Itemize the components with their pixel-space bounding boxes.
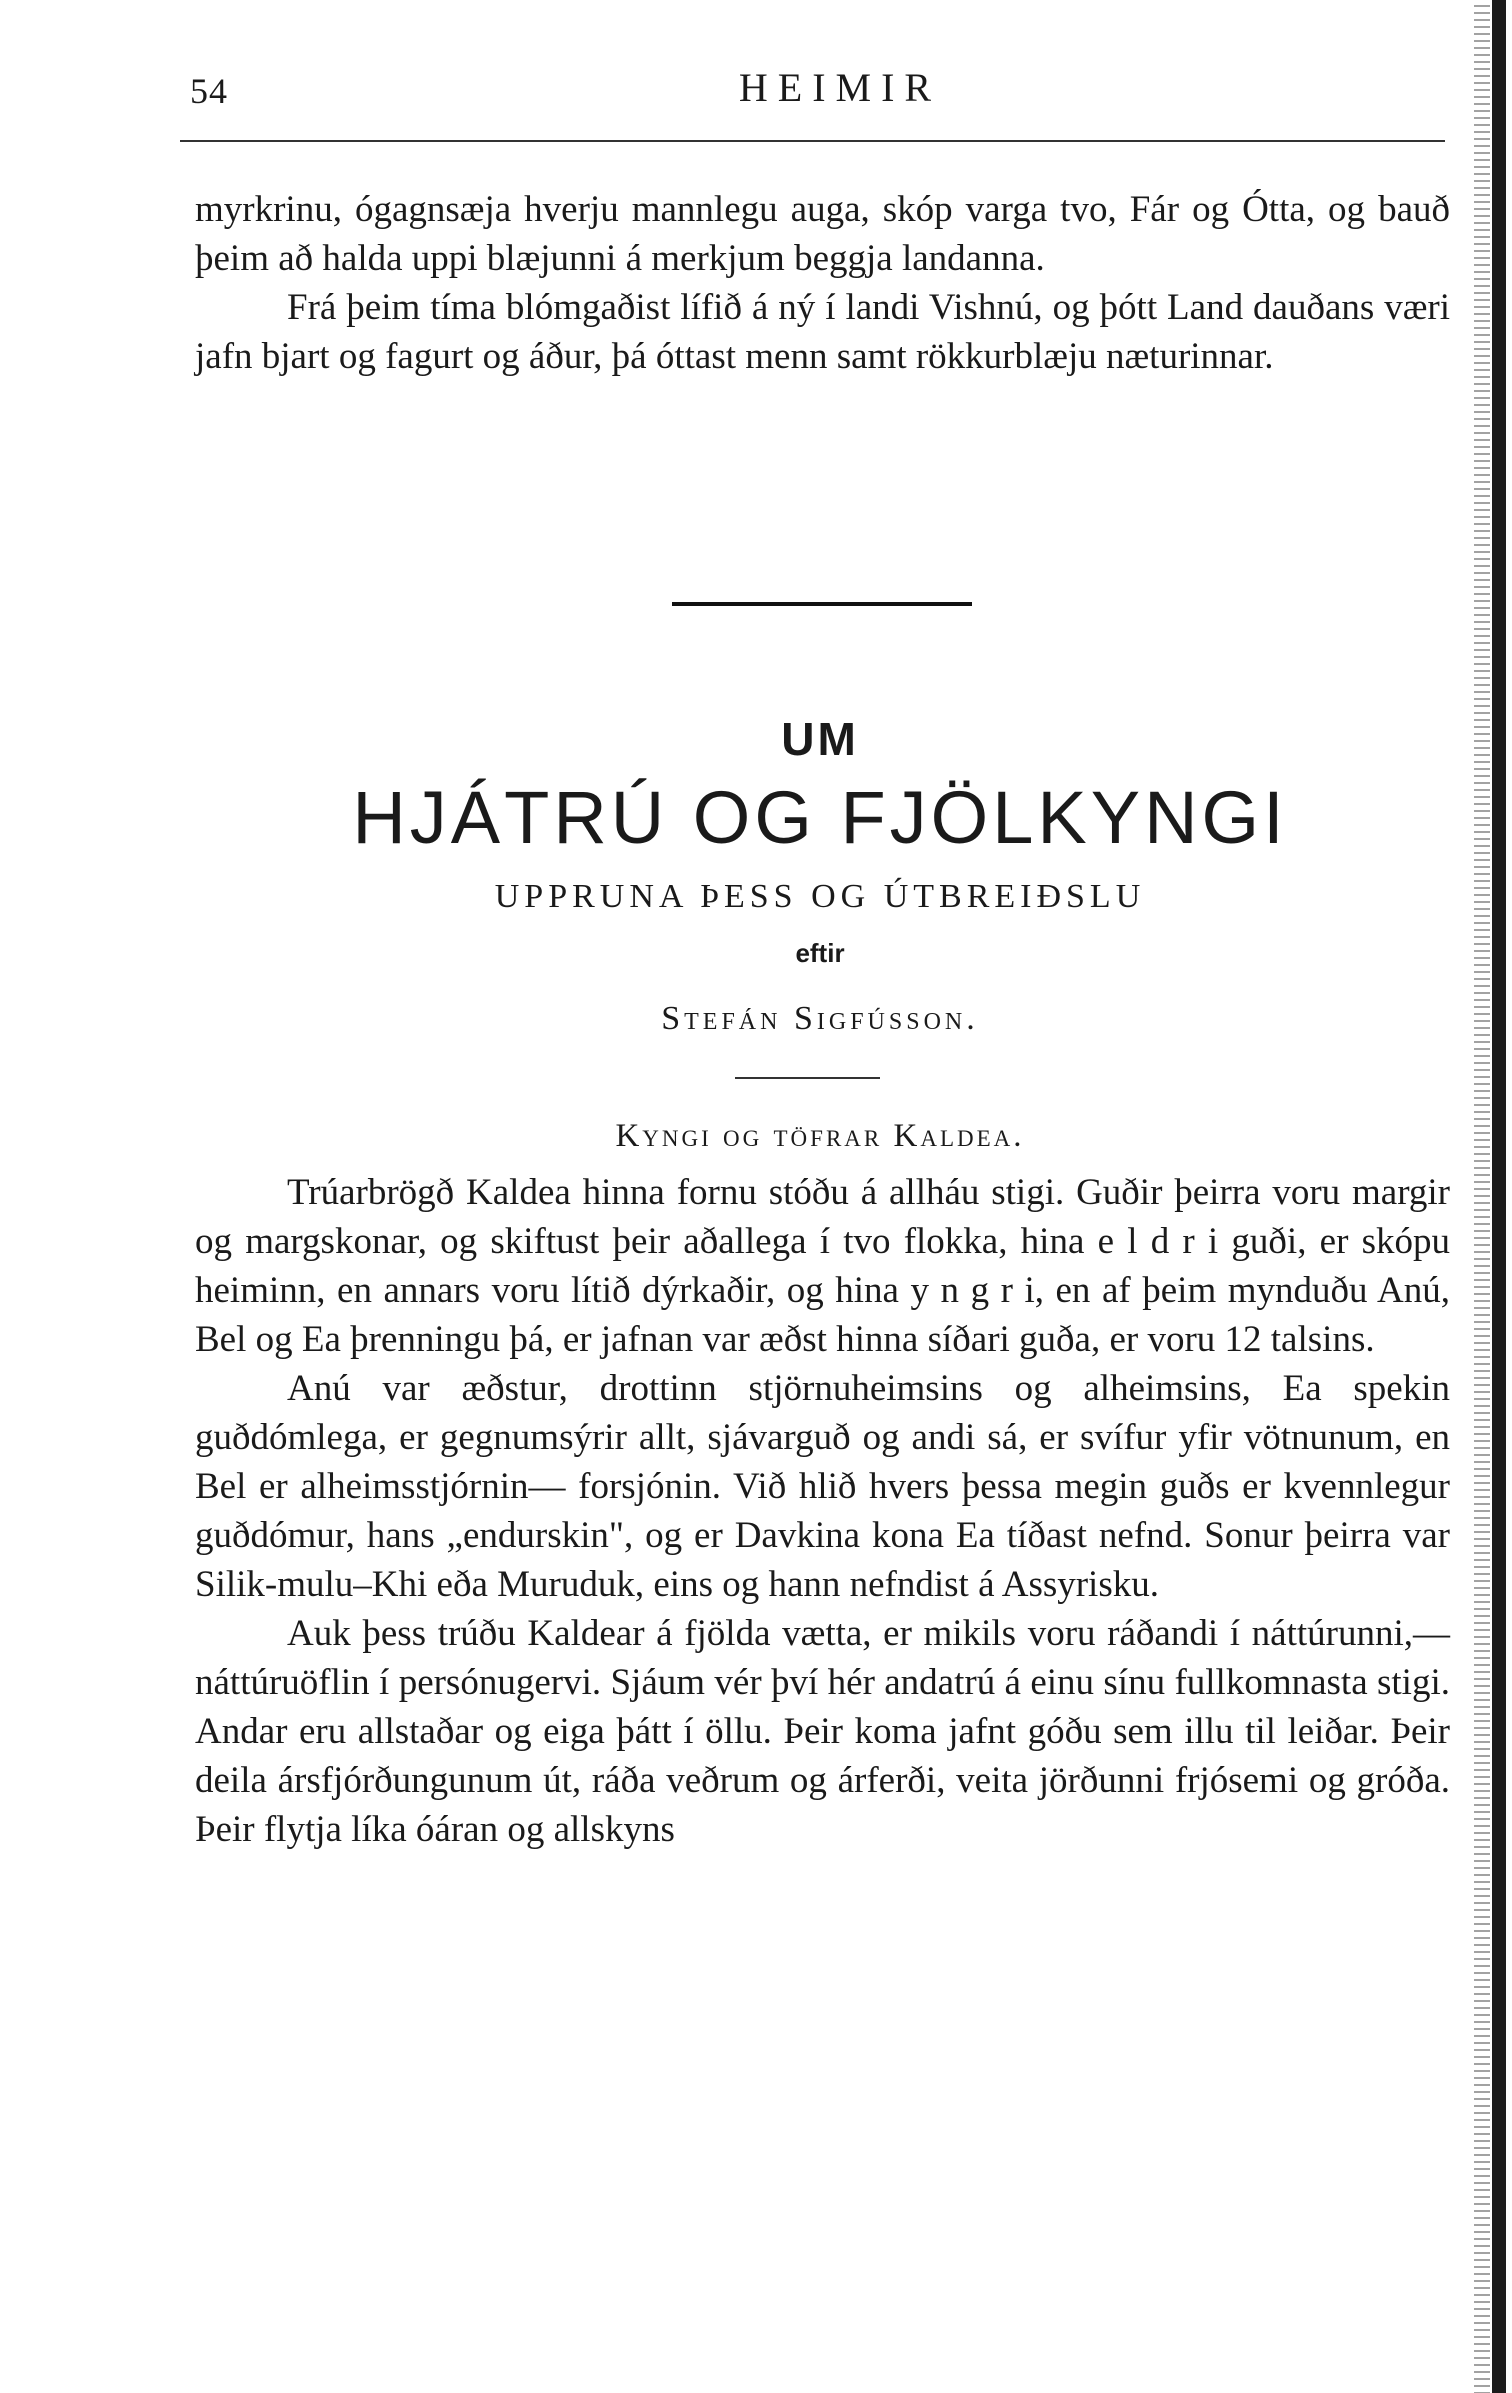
intro-paragraph: myrkrinu, ógagnsæja hverju mannlegu auga, skóp varga tvo, Fár og Ótta, og bauð þeim að halda uppi blæjunni á merkjum beggja landanna. xyxy=(195,189,1450,279)
body-paragraph: Trúarbrögð Kaldea hinna fornu stóðu á allháu stigi. Guðir þeirra voru margir og margskonar, og skiftust þeir aðallega í tvo flokka, hina e l d r i guði, er skópu heiminn, en annars voru lítið dýrkaðir, og hina y n g r i, en af þeim mynduðu Anú, Bel og Ea þrenningu þá, er jafnan var æðst hinna síðari guða, er voru 12 talsins. xyxy=(195,1172,1450,1360)
article-kicker: UM xyxy=(781,713,859,765)
author-rule xyxy=(735,1077,880,1079)
author-name: Stefán Sigfússon. xyxy=(661,1000,979,1037)
binding-edge-ticks xyxy=(1474,0,1490,2393)
intro-text xyxy=(195,185,1450,381)
section-divider xyxy=(672,602,972,606)
running-header xyxy=(190,62,1440,122)
body-paragraph: Anú var æðstur, drottinn stjörnuheimsins og alheimsins, Ea spekin guðdómlega, er gegnumsýrir allt, sjávarguð og andi sá, er svífur yfir vötnunum, en Bel er alheimsstjórnin— forsjónin. Við hlið hvers þessa megin guðs er kvennlegur guðdómur, hans „endurskin", og er Davkina kona Ea tíðast nefnd. Sonur þeirra var Silik-mulu–Khi eða Muruduk, eins og hann nefndist á Assyrisku. xyxy=(195,1368,1450,1605)
running-title: HEIMIR xyxy=(738,65,942,110)
byline-prefix: eftir xyxy=(795,938,845,968)
header-rule xyxy=(180,140,1445,142)
article-subtitle: UPPRUNA ÞESS OG ÚTBREIÐSLU xyxy=(494,878,1146,915)
article-body xyxy=(195,1168,1450,1854)
binding-edge xyxy=(1492,0,1506,2393)
body-paragraph: Auk þess trúðu Kaldear á fjölda vætta, er mikils voru ráðandi í náttúrunni,—náttúruöflin í persónugervi. Sjáum vér því hér andatrú á einu sínu fullkomnasta stigi. Andar eru allstaðar og eiga þátt í öllu. Þeir koma jafnt góðu sem illu til leiðar. Þeir deila ársfjórðungunum út, ráða veðrum og árferði, veita jörðunni frjósemi og gróða. Þeir flytja líka óáran og allskyns xyxy=(195,1613,1450,1850)
intro-paragraph: Frá þeim tíma blómgaðist lífið á ný í landi Vishnú, og þótt Land dauðans væri jafn bjart og fagurt og áður, þá óttast menn samt rökkurblæju næturinnar. xyxy=(195,287,1450,377)
article-title: HJÁTRÚ OG FJÖLKYNGI xyxy=(352,776,1288,859)
page-number: 54 xyxy=(190,71,228,111)
section-heading: Kyngi og töfrar Kaldea. xyxy=(615,1118,1025,1154)
